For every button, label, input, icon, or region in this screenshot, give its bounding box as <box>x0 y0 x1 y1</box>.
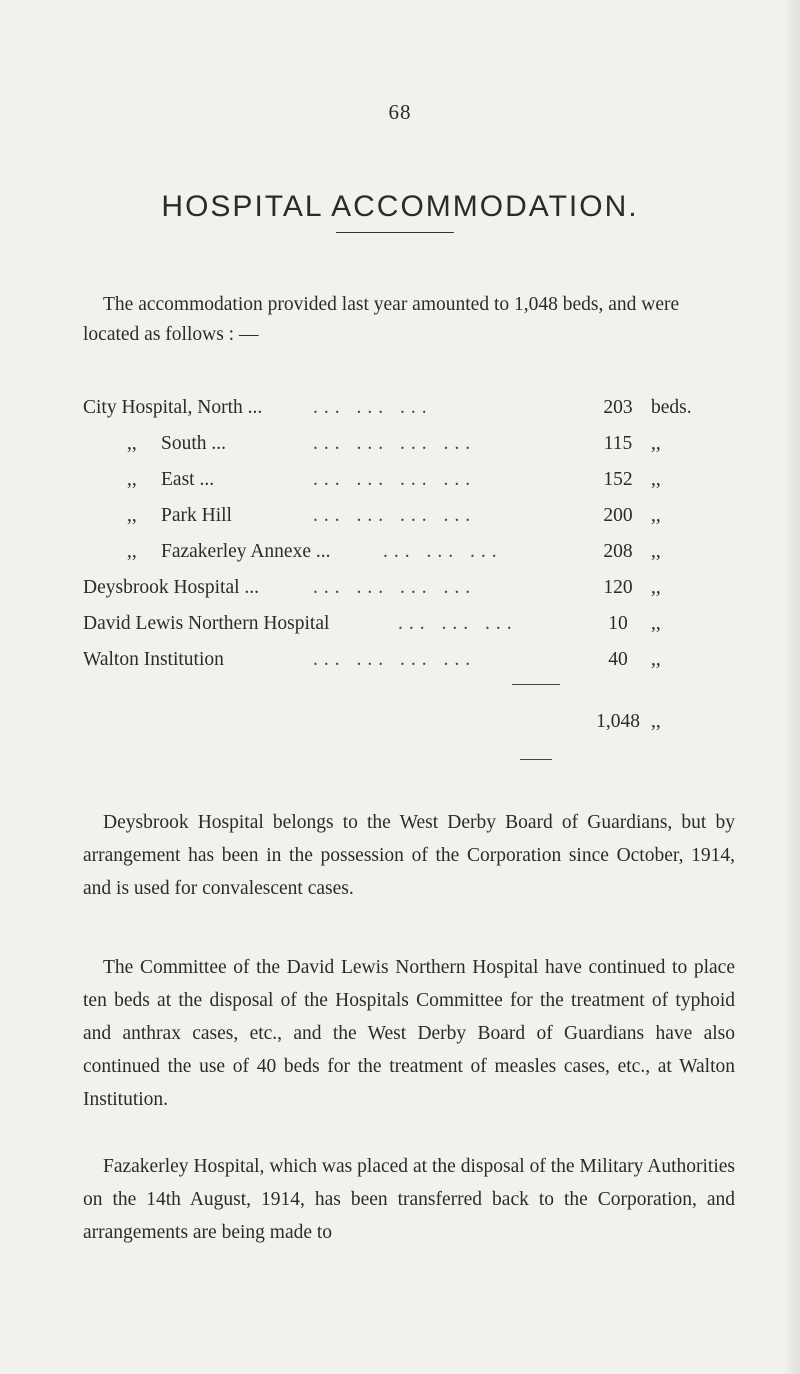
paragraph-text: Deysbrook Hospital belongs to the West Derby Board of Guardians, but by arrangement has been in the possession of the Corporation since October, 1914, and is used for convalescent cases. <box>83 811 735 899</box>
page-title: HOSPITAL ACCOMMODATION. <box>161 190 639 224</box>
hospital-name: David Lewis Northern Hospital <box>83 613 330 634</box>
ditto-mark: ,, <box>127 469 137 490</box>
ditto-mark: ,, <box>127 505 137 526</box>
bed-count: 208 <box>603 541 633 562</box>
leader-dots: ... ... ... ... <box>313 505 477 526</box>
hospital-name <box>83 469 214 491</box>
hospital-name-text: Fazakerley Annexe ... <box>161 541 331 562</box>
hospital-name <box>83 433 226 455</box>
hospital-name-text: East ... <box>161 469 215 490</box>
bed-unit: ,, <box>651 613 661 634</box>
bed-unit: ,, <box>651 505 661 526</box>
table-row <box>83 505 763 535</box>
bed-unit: ,, <box>651 469 661 490</box>
total-row <box>83 711 763 741</box>
hospital-name-text: Park Hill <box>161 505 232 526</box>
hospital-name <box>83 541 330 563</box>
leader-dots: ... ... ... ... <box>313 433 477 454</box>
table-row <box>83 469 763 499</box>
hospital-name: Deysbrook Hospital ... <box>83 577 260 598</box>
sum-rule <box>512 684 560 685</box>
ditto-mark: ,, <box>127 433 137 454</box>
hospital-name <box>83 505 232 527</box>
total-unit: ,, <box>651 711 661 732</box>
hospital-name: City Hospital, North ... <box>83 397 263 418</box>
bed-count: 40 <box>608 649 628 670</box>
table-row <box>83 397 763 427</box>
total-beds: 1,048 <box>596 711 640 732</box>
page-number: 68 <box>388 100 412 124</box>
bed-unit: ,, <box>651 541 661 562</box>
leader-dots: ... ... ... ... <box>313 469 477 490</box>
bed-count: 120 <box>603 577 633 598</box>
bed-count: 200 <box>603 505 633 526</box>
bed-unit: ,, <box>651 433 661 454</box>
bed-count: 152 <box>603 469 633 490</box>
bed-unit: ,, <box>651 649 661 670</box>
table-row <box>83 541 763 571</box>
divider <box>336 232 454 233</box>
leader-dots: ... ... ... ... <box>313 577 477 598</box>
paragraph-text: The Committee of the David Lewis Northern Hospital have continued to place ten beds at the disposal of the Hospitals Committee for the treatment of typhoid and anthrax cases, etc., and the West Derby Board of Guardians have also continued the use of 40 beds for the treatment of measles cases, etc., at Walton Institution. <box>83 956 735 1110</box>
leader-dots: ... ... ... <box>383 541 503 562</box>
bed-count: 203 <box>603 397 633 418</box>
ditto-mark: ,, <box>127 541 137 562</box>
paragraph-text: Fazakerley Hospital, which was placed at the disposal of the Military Authorities on the 14th August, 1914, has been transferred back to the Corporation, and arrangements are being made to <box>83 1155 735 1243</box>
leader-dots: ... ... ... <box>313 397 433 418</box>
paragraph <box>83 1150 735 1249</box>
leader-dots: ... ... ... <box>398 613 518 634</box>
paragraph <box>83 951 735 1116</box>
table-row <box>83 577 763 607</box>
hospital-name: Walton Institution <box>83 649 224 670</box>
sum-rule <box>520 759 552 760</box>
paragraph <box>83 806 735 905</box>
bed-unit: ,, <box>651 577 661 598</box>
bed-count: 115 <box>603 433 633 454</box>
table-row <box>83 613 763 643</box>
intro-paragraph <box>83 290 733 350</box>
bed-count: 10 <box>608 613 628 634</box>
bed-unit: beds. <box>651 397 692 418</box>
table-row <box>83 649 763 679</box>
leader-dots: ... ... ... ... <box>313 649 477 670</box>
table-row <box>83 433 763 463</box>
hospital-name-text: South ... <box>161 433 227 454</box>
intro-text: The accommodation provided last year amounted to 1,048 beds, and were located as follows : — <box>83 293 680 345</box>
